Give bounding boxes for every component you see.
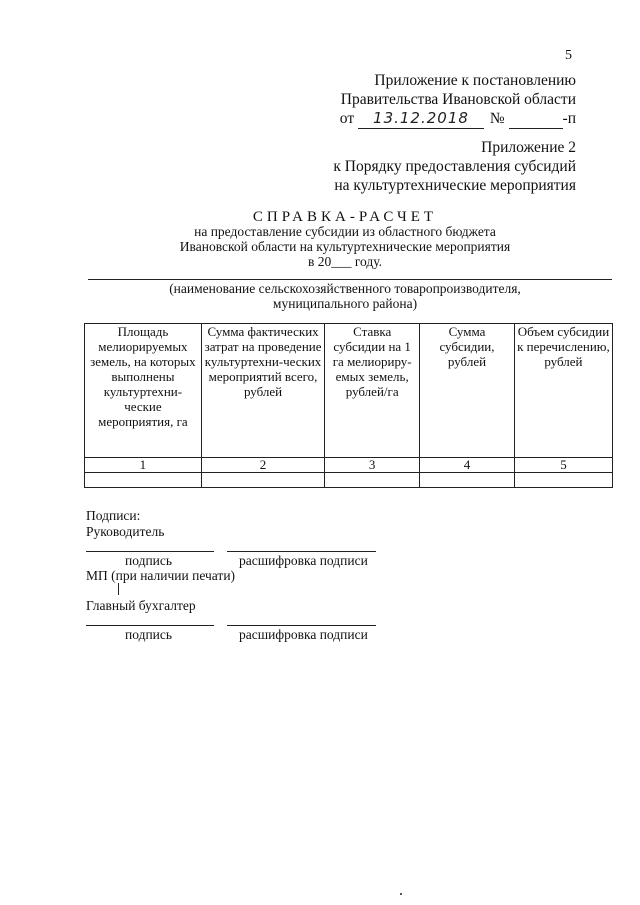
number-label: №	[489, 110, 505, 127]
calculation-table	[84, 323, 613, 488]
caption-line-1: (наименование сельскохозяйственного товаропроизводителя,	[169, 281, 521, 296]
table-number-row	[85, 458, 613, 473]
table-data-row	[85, 473, 613, 488]
column-number: 5	[514, 458, 612, 473]
table-cell	[85, 473, 202, 488]
document-subtitle	[80, 224, 610, 269]
appendix-2-line-2: к Порядку предоставления субсидий	[333, 158, 576, 175]
column-number: 3	[325, 458, 420, 473]
caption-line-2: муниципального района)	[272, 296, 418, 311]
header-actual-costs: Сумма фактических затрат на проведение культуртехни-ческих мероприятий всего, рублей	[201, 324, 324, 458]
number-suffix: -п	[562, 110, 576, 127]
appendix-2-line-3: на культуртехнические мероприятия	[334, 177, 576, 194]
header-subsidy-transfer: Объем субсидии к перечислению, рублей	[514, 324, 612, 458]
text-cursor-mark	[118, 583, 119, 595]
header-area: Площадь мелиорируемых земель, на которых выполнены культуртехни-ческие мероприятия, га	[85, 324, 202, 458]
column-number: 4	[420, 458, 515, 473]
accountant-decode-label: расшифровка подписи	[239, 627, 368, 642]
header-subsidy-rate: Ставка субсидии на 1 га мелиориру-емых земель, рублей/га	[325, 324, 420, 458]
appendix-line-1: Приложение к постановлению	[374, 72, 576, 89]
appendix-2-header	[333, 138, 576, 195]
stamp-label: МП (при наличии печати)	[86, 568, 236, 583]
name-fill-line	[88, 279, 612, 280]
table-header-row	[85, 324, 613, 458]
handwritten-date: 13.12.2018	[358, 109, 484, 129]
appendix-2-line-1: Приложение 2	[481, 139, 576, 156]
head-signature-label: подпись	[125, 553, 173, 568]
column-number: 2	[201, 458, 324, 473]
head-decode-label: расшифровка подписи	[239, 553, 368, 568]
table-cell	[325, 473, 420, 488]
appendix-line-2: Правительства Ивановской области	[340, 91, 576, 108]
subtitle-line-3: в 20___ году.	[307, 254, 383, 269]
number-blank	[509, 109, 563, 129]
table-cell	[201, 473, 324, 488]
appendix-header	[340, 71, 576, 129]
appendix-date-line	[340, 109, 576, 129]
column-number: 1	[85, 458, 202, 473]
table-cell	[514, 473, 612, 488]
scan-speck	[400, 893, 402, 895]
head-signature-line	[86, 551, 214, 552]
header-subsidy-amount: Сумма субсидии, рублей	[420, 324, 515, 458]
accountant-role: Главный бухгалтер	[86, 598, 196, 613]
accountant-signature-label: подпись	[125, 627, 173, 642]
from-label: от	[339, 110, 355, 127]
accountant-decode-line	[227, 625, 376, 626]
page-number: 5	[565, 48, 572, 63]
document-title: СПРАВКА-РАСЧЕТ	[252, 209, 438, 225]
signatures-heading: Подписи:	[86, 508, 141, 523]
head-decode-line	[227, 551, 376, 552]
accountant-signature-line	[86, 625, 214, 626]
subtitle-line-2: Ивановской области на культуртехнические мероприятия	[179, 239, 511, 254]
head-role: Руководитель	[86, 524, 165, 539]
name-caption	[80, 281, 610, 311]
subtitle-line-1: на предоставление субсидии из областного бюджета	[194, 224, 496, 239]
table-cell	[420, 473, 515, 488]
